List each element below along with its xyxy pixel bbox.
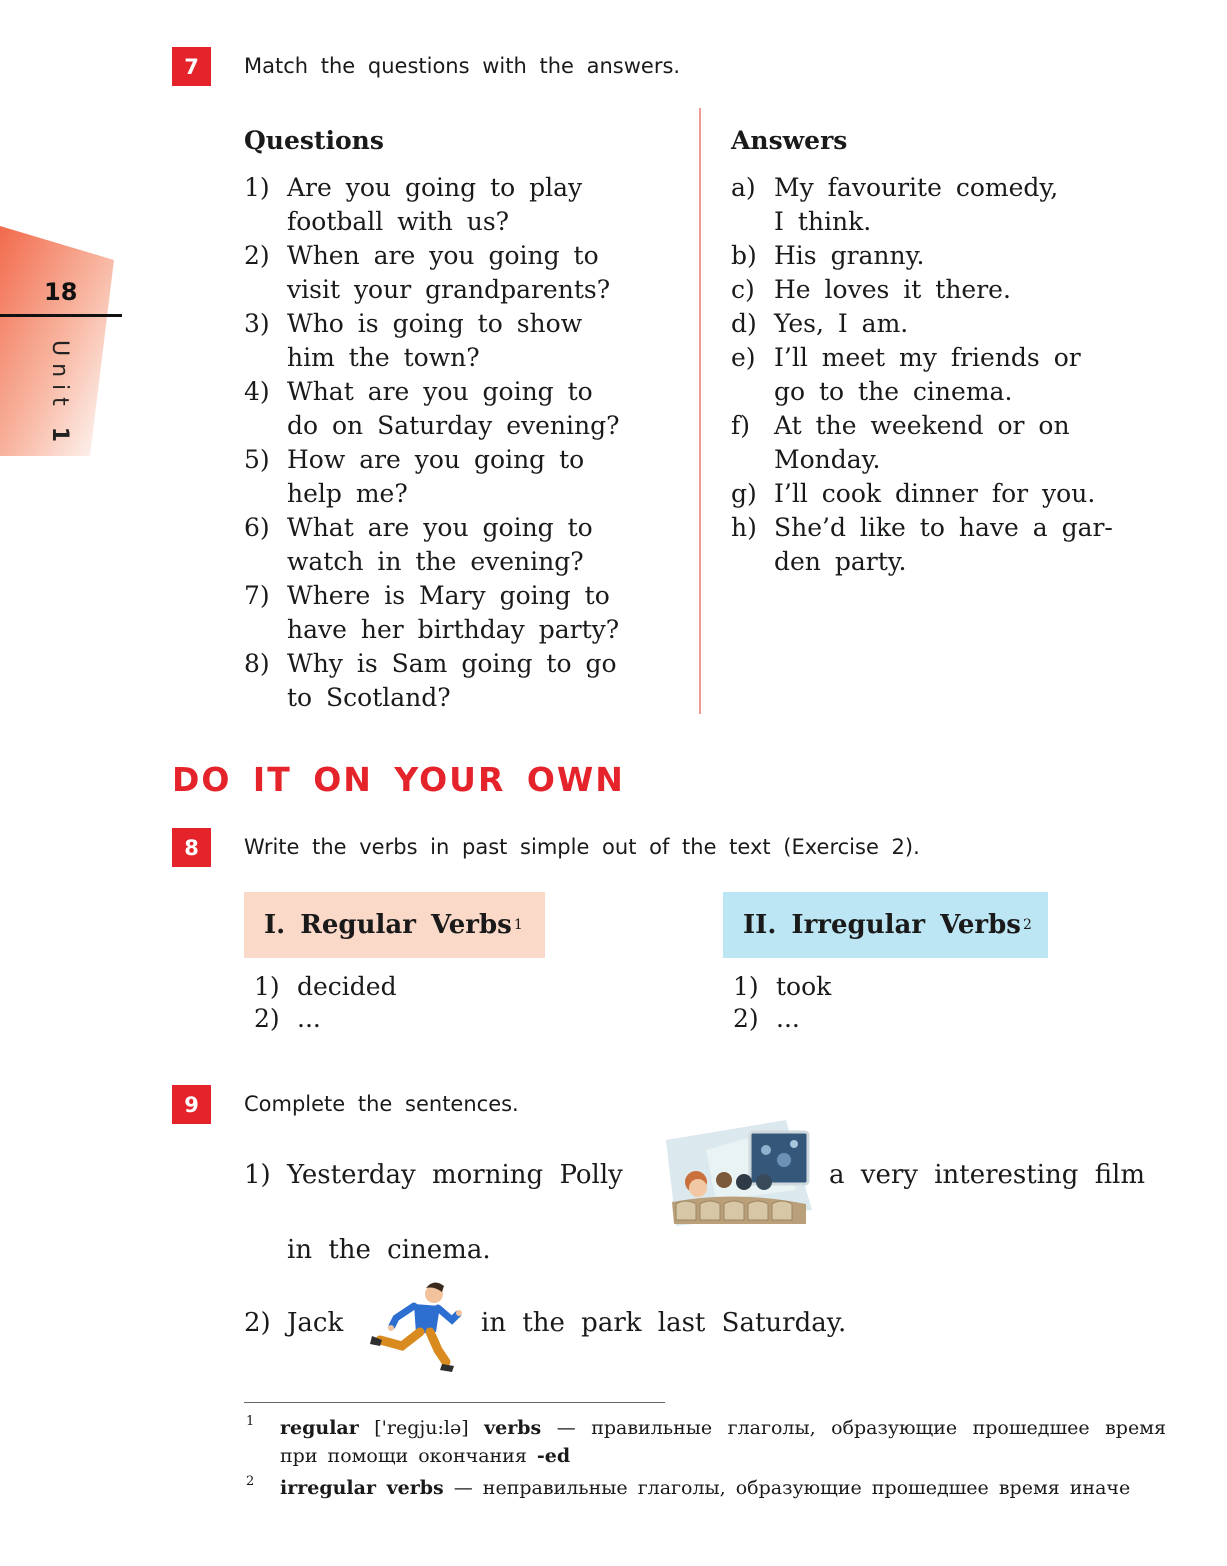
regular-verbs-title: I. Regular Verbs bbox=[264, 910, 512, 940]
footnote-mark: 1 bbox=[513, 917, 523, 933]
side-tab-divider bbox=[0, 314, 122, 317]
exercise-8-instruction: Write the verbs in past simple out of the text (Exercise 2). bbox=[244, 835, 920, 859]
footnote-mark: 2 bbox=[1022, 917, 1032, 933]
cinema-audience-picture bbox=[666, 1120, 812, 1226]
exercise-9-badge: 9 bbox=[172, 1085, 211, 1124]
page-number: 18 bbox=[44, 278, 78, 306]
exercise-7-badge: 7 bbox=[172, 47, 211, 86]
footnote-1: regular ['regju:lə] verbs — правильные глаголы, образующие прошедшее время при помощи окончания -ed bbox=[280, 1417, 1166, 1467]
sentence-1-number: 1) bbox=[244, 1160, 271, 1190]
sentence-2-before: Jack bbox=[287, 1308, 344, 1338]
footnote-2-mark: 2 bbox=[246, 1474, 255, 1489]
sentence-1-after: a very interesting film bbox=[829, 1160, 1146, 1190]
column-divider bbox=[699, 108, 701, 714]
exercise-8-badge: 8 bbox=[172, 828, 211, 867]
sentence-2-number: 2) bbox=[244, 1308, 271, 1338]
footnote-rule bbox=[244, 1402, 665, 1403]
section-title: DO IT ON YOUR OWN bbox=[172, 760, 625, 799]
irregular-verbs-box bbox=[723, 892, 1048, 958]
irregular-verbs-title: II. Irregular Verbs bbox=[743, 910, 1021, 940]
unit-label: Unit 1 bbox=[47, 340, 72, 450]
sentence-2-after: in the park last Saturday. bbox=[481, 1308, 847, 1338]
exercise-7-instruction: Match the questions with the answers. bbox=[244, 54, 681, 78]
sentence-1-continuation: in the cinema. bbox=[287, 1235, 491, 1265]
sentence-1-before: Yesterday morning Polly bbox=[287, 1160, 623, 1190]
regular-verbs-box bbox=[244, 892, 545, 958]
running-boy-picture bbox=[366, 1280, 464, 1372]
answers-heading: Answers bbox=[731, 126, 848, 155]
questions-heading: Questions bbox=[244, 126, 384, 155]
footnote-1-mark: 1 bbox=[246, 1414, 255, 1429]
exercise-9-instruction: Complete the sentences. bbox=[244, 1092, 519, 1116]
footnote-2: irregular verbs — неправильные глаголы, образующие прошедшее время иначе bbox=[280, 1477, 1131, 1499]
